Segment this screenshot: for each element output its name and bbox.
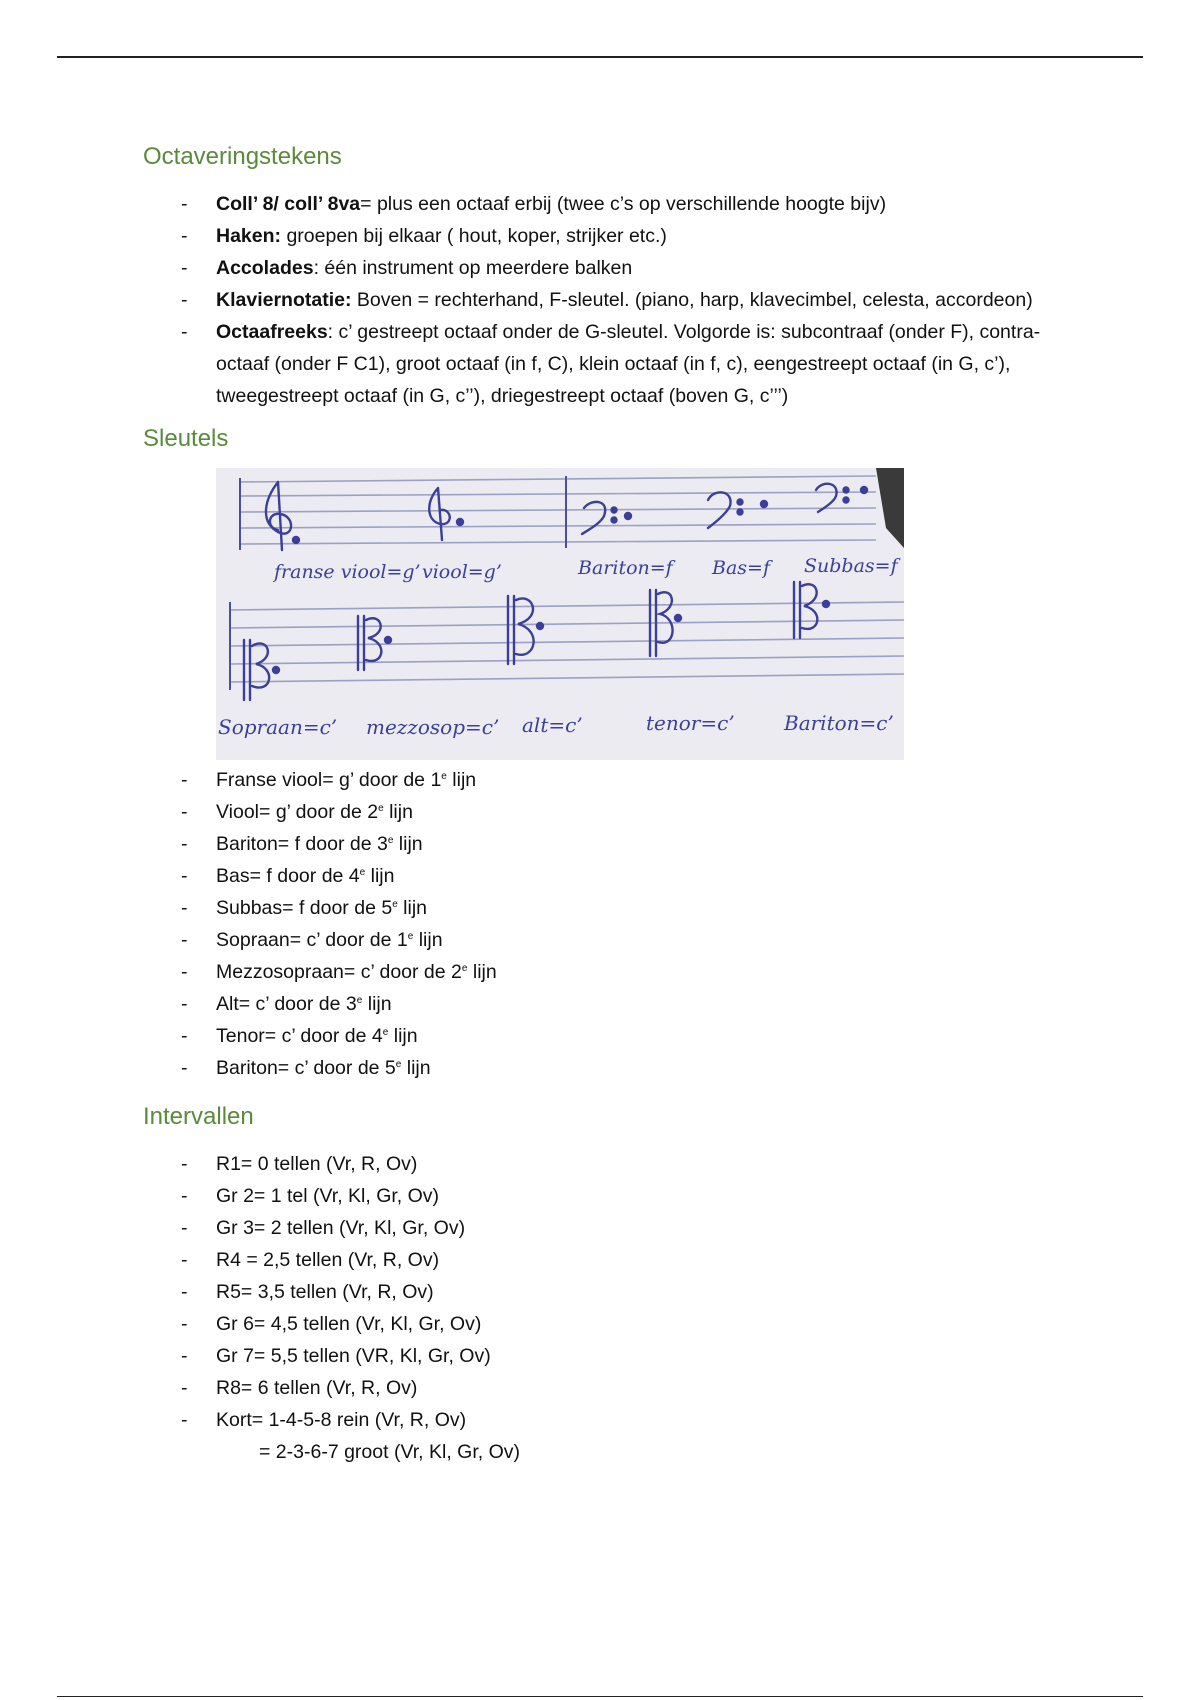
octavering-list: [143, 188, 1063, 412]
sleutels-list: [143, 764, 1063, 1084]
list-item: - Gr 7= 5,5 tellen (VR, Kl, Gr, Ov): [143, 1340, 1063, 1372]
header-rule: [57, 56, 1143, 58]
intervallen-list: [143, 1148, 1063, 1468]
ordinal-sup: e: [356, 995, 363, 1006]
photo-label: Bariton=c’: [784, 711, 894, 735]
photo-label: Subbas=f: [804, 555, 898, 577]
list-item: - R8= 6 tellen (Vr, R, Ov): [143, 1372, 1063, 1404]
item-text: : één instrument op meerdere balken: [313, 257, 633, 279]
list-item: [143, 316, 1063, 412]
list-item: - Kort= 1-4-5-8 rein (Vr, R, Ov): [143, 1404, 1063, 1436]
item-text: Sopraan= c’ door de 1: [216, 929, 408, 951]
page-content: [143, 140, 1063, 1468]
list-item: - R5= 3,5 tellen (Vr, R, Ov): [143, 1276, 1063, 1308]
item-tail: lijn: [401, 1057, 431, 1079]
photo-label: viool=g’: [422, 561, 502, 583]
item-text: Bariton= c’ door de 5: [216, 1057, 396, 1079]
list-item-continuation: = 2-3-6-7 groot (Vr, Kl, Gr, Ov): [259, 1441, 520, 1463]
item-tail: lijn: [383, 801, 413, 823]
item-tail: lijn: [365, 865, 395, 887]
list-item: - Gr 3= 2 tellen (Vr, Kl, Gr, Ov): [143, 1212, 1063, 1244]
section-title-sleutels: Sleutels: [143, 425, 229, 452]
item-text: Viool= g’ door de 2: [216, 801, 379, 823]
item-text: = plus een octaaf erbij (twee c’s op verschillende hoogte bijv): [360, 193, 887, 215]
item-term: Coll’ 8/ coll’ 8va: [216, 193, 361, 215]
item-text: Boven = rechterhand, F-sleutel. (piano, harp, klavecimbel, celesta, accordeon): [351, 289, 1033, 311]
item-text: Franse viool= g’ door de 1: [216, 769, 442, 791]
list-item: [143, 188, 1063, 220]
ordinal-sup: e: [392, 899, 398, 910]
photo-label: alt=c’: [522, 713, 583, 737]
item-text: Mezzosopraan= c’ door de 2: [216, 961, 462, 983]
ordinal-sup: e: [378, 803, 384, 814]
list-item: [143, 220, 1063, 252]
bottom-labels: [218, 711, 894, 739]
photo-label: Bariton=f: [578, 557, 673, 579]
photo-label: tenor=c’: [646, 711, 735, 735]
list-item: [143, 1020, 1063, 1052]
photo-label: mezzosop=c’: [366, 715, 500, 739]
list-item: [143, 828, 1063, 860]
item-tail: lijn: [393, 833, 423, 855]
item-tail: lijn: [467, 961, 497, 983]
item-tail: lijn: [388, 1025, 418, 1047]
item-text: Tenor= c’ door de 4: [216, 1025, 383, 1047]
item-tail: lijn: [446, 769, 477, 791]
list-item: [143, 924, 1063, 956]
list-item: [143, 956, 1063, 988]
ordinal-sup: e: [441, 771, 447, 782]
list-item: [143, 284, 1063, 316]
photo-label: franse viool=g’: [274, 561, 421, 583]
list-item: [143, 796, 1063, 828]
ordinal-sup: e: [407, 931, 414, 942]
item-text: Subbas= f door de 5: [216, 897, 393, 919]
item-tail: lijn: [362, 993, 392, 1015]
list-item: - Gr 2= 1 tel (Vr, Kl, Gr, Ov): [143, 1180, 1063, 1212]
item-text: Bariton= f door de 3: [216, 833, 388, 855]
ordinal-sup: e: [382, 1027, 389, 1038]
clefs-photo: [216, 468, 904, 760]
photo-label: Bas=f: [712, 557, 770, 579]
list-item: - R1= 0 tellen (Vr, R, Ov): [143, 1148, 1063, 1180]
list-item: [143, 252, 1063, 284]
list-item: - R4 = 2,5 tellen (Vr, R, Ov): [143, 1244, 1063, 1276]
item-term: Accolades: [216, 257, 314, 279]
list-item: [143, 860, 1063, 892]
list-item: [143, 764, 1063, 796]
item-text: : c’ gestreept octaaf onder de G-sleutel. Volgorde is: subcontraaf (onder F), contra-octaaf (onder F C1), groot octaaf (in f, C), klein octaaf (in f, c), eengestreept octaaf (in G, c’), tweegestreept octaaf (in G, c’’), driegestreept octaaf (boven G, c’’’): [216, 321, 1041, 407]
list-item: - Gr 6= 4,5 tellen (Vr, Kl, Gr, Ov): [143, 1308, 1063, 1340]
item-term: Octaafreeks: [216, 321, 328, 343]
item-tail: lijn: [413, 929, 443, 951]
item-term: Haken:: [216, 225, 282, 247]
ordinal-sup: e: [359, 867, 366, 878]
item-term: Klaviernotatie:: [216, 289, 352, 311]
item-text: Alt= c’ door de 3: [216, 993, 357, 1015]
footer-rule: [57, 1696, 1143, 1697]
list-item: [143, 892, 1063, 924]
photo-label: Sopraan=c’: [218, 715, 338, 739]
list-item: [143, 988, 1063, 1020]
ordinal-sup: e: [461, 963, 468, 974]
item-text: Bas= f door de 4: [216, 865, 360, 887]
list-item: [143, 1052, 1063, 1084]
section-title-octavering: Octaveringstekens: [143, 143, 342, 170]
ordinal-sup: e: [395, 1059, 402, 1070]
item-text: groepen bij elkaar ( hout, koper, strijker etc.): [281, 225, 667, 247]
ordinal-sup: e: [387, 835, 394, 846]
section-title-intervallen: Intervallen: [143, 1103, 254, 1130]
item-tail: lijn: [397, 897, 428, 919]
